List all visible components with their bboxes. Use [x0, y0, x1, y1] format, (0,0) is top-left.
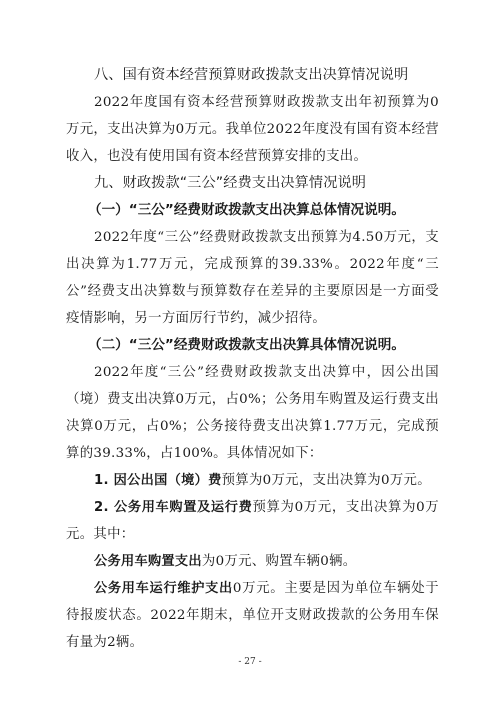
page-number: - 27 -: [238, 657, 262, 667]
item-4-label: 公务用车运行维护支出: [94, 581, 233, 596]
item-4-text: 0万元。主要是因为单位车辆处于待报废状态。2022年期末，单位开支财政拨款的公务用车保有量为2辆。: [66, 581, 439, 650]
section-8-body: 2022年度国有资本经营预算财政拨款支出年初预算为0万元，支出决算为0万元。我单位2022年度没有国有资本经营收入，也没有使用国有资本经营预算安排的支出。: [66, 95, 439, 164]
item-2-paragraph: [66, 494, 439, 548]
section-9-heading: 九、财政拨款“三公”经费支出决算情况说明: [94, 175, 367, 191]
section-8-heading: 八、国有资本经营预算财政拨款支出决算情况说明: [94, 67, 409, 83]
section-9-sub2-heading: （二）“三公”经费财政拨款支出决算具体情况说明。: [88, 337, 405, 353]
item-4-paragraph: [66, 575, 439, 656]
item-1-text: 预算为0万元，支出决算为0万元。: [221, 473, 431, 488]
item-3-label: 公务用车购置支出: [94, 554, 202, 569]
page-content: [66, 62, 439, 656]
item-2-label: 2. 公务用车购置及运行费: [94, 500, 253, 515]
section-9-sub1-heading: （一）“三公”经费财政拨款支出决算总体情况说明。: [88, 202, 405, 218]
item-3-text: 为0万元、购置车辆0辆。: [201, 554, 357, 569]
section-9-sub1-body: 2022年度“三公”经费财政拨款支出预算为4.50万元，支出决算为1.77万元，完成预算的39.33%。2022年度“三公”经费支出决算数与预算数存在差异的主要原因是一方面受疫情影响，另一方面厉行节约，减少招待。: [66, 230, 439, 326]
item-1-label: 1. 因公出国（境）费: [94, 473, 222, 488]
section-9-sub2-body: 2022年度“三公”经费财政拨款支出决算中，因公出国（境）费支出决算0万元，占0%；公务用车购置及运行费支出决算0万元，占0%；公务接待费支出决算1.77万元，完成预算的39.33%，占100%。具体情况如下：: [66, 365, 439, 461]
item-2-text: 预算为0万元，支出决算为0万元。其中：: [66, 500, 439, 542]
item-3-paragraph: [66, 548, 439, 575]
item-1-paragraph: [66, 467, 439, 494]
